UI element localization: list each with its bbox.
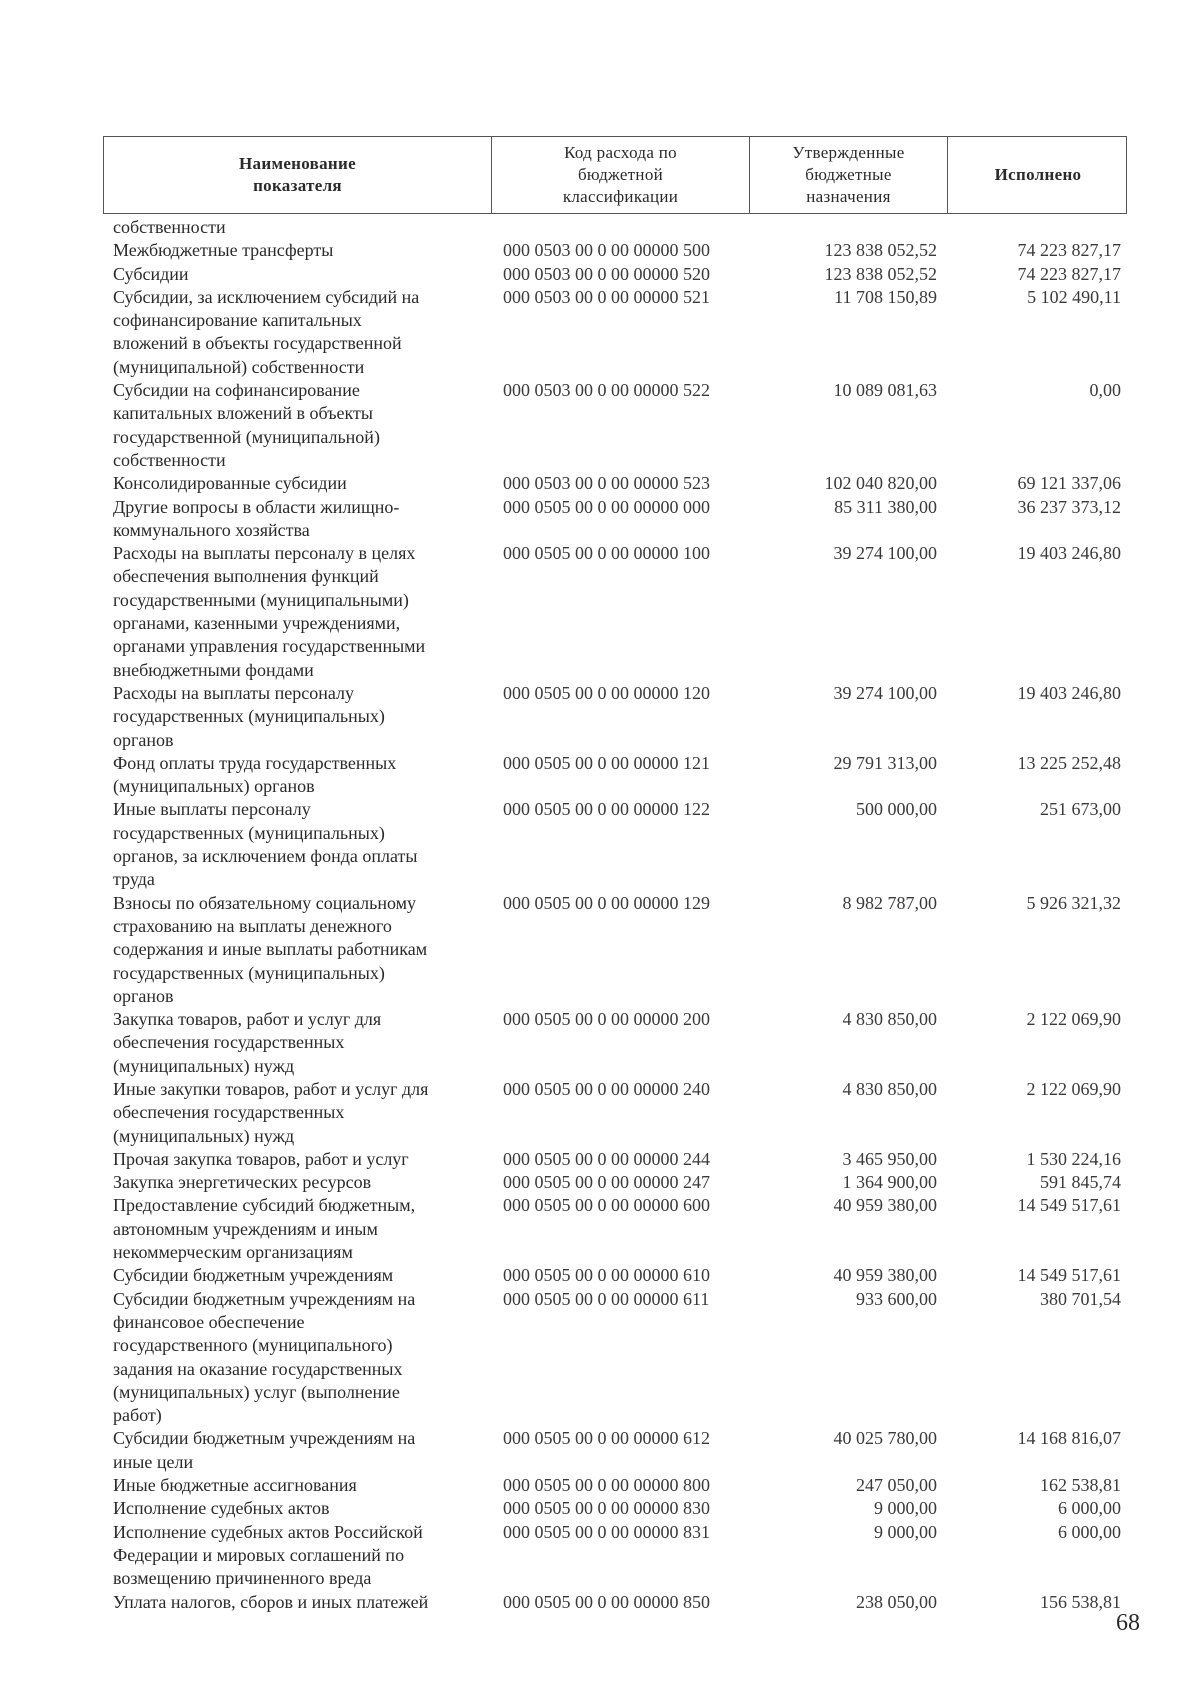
row-name: Расходы на выплаты персоналу в целях обеспечения выполнения функций государственными (муниципальными) органами, казенными учреждениями, органами управления государственными внебюджетными фондами (113, 543, 426, 680)
table-header (103, 136, 1127, 214)
row-executed: 74 223 827,17 (1017, 240, 1121, 261)
row-code: 000 0503 00 0 00 00000 522 (503, 380, 710, 401)
table-row (113, 798, 1128, 891)
row-executed: 5 102 490,11 (1027, 286, 1121, 307)
row-approved: 39 274 100,00 (833, 543, 937, 564)
row-approved: 40 959 380,00 (833, 1195, 937, 1216)
row-name: Субсидии (113, 263, 189, 284)
table-row (113, 239, 1128, 262)
table-row (113, 542, 1128, 682)
row-approved: 85 311 380,00 (834, 496, 937, 517)
row-executed: 6 000,00 (1058, 1498, 1121, 1519)
row-name: Уплата налогов, сборов и иных платежей (113, 1591, 429, 1612)
row-code: 000 0505 00 0 00 00000 612 (503, 1428, 710, 1449)
row-code: 000 0505 00 0 00 00000 129 (503, 892, 710, 913)
row-executed: 6 000,00 (1058, 1521, 1121, 1542)
table-row (113, 216, 1128, 239)
row-name: Прочая закупка товаров, работ и услуг (113, 1148, 409, 1169)
row-approved: 238 050,00 (856, 1591, 937, 1612)
row-executed: 251 673,00 (1040, 799, 1121, 820)
table-row (113, 1427, 1128, 1474)
row-code: 000 0505 00 0 00 00000 121 (503, 752, 710, 773)
row-code: 000 0503 00 0 00 00000 523 (503, 473, 710, 494)
row-approved: 9 000,00 (874, 1498, 937, 1519)
row-approved: 9 000,00 (874, 1521, 937, 1542)
row-executed: 14 549 517,61 (1017, 1195, 1121, 1216)
row-executed: 19 403 246,80 (1017, 543, 1121, 564)
row-name: Иные выплаты персоналу государственных (муниципальных) органов, за исключением фонда оплаты труда (113, 799, 418, 890)
row-name: Иные бюджетные ассигнования (113, 1475, 357, 1496)
table-row (113, 1171, 1128, 1194)
row-name: Субсидии бюджетным учреждениям на иные цели (113, 1428, 416, 1472)
header-name: Наименование показателя (104, 137, 492, 213)
table-row (113, 263, 1128, 286)
row-approved: 3 465 950,00 (842, 1148, 937, 1169)
row-name: Фонд оплаты труда государственных (муниципальных) органов (113, 752, 397, 797)
row-name: Исполнение судебных актов (113, 1498, 330, 1519)
table-row (113, 1078, 1128, 1148)
row-code: 000 0503 00 0 00 00000 521 (503, 286, 710, 307)
table-row (113, 752, 1128, 799)
row-code: 000 0505 00 0 00 00000 850 (503, 1591, 710, 1612)
row-code: 000 0505 00 0 00 00000 000 (503, 496, 710, 517)
row-executed (937, 216, 1121, 239)
row-executed: 69 121 337,06 (1017, 473, 1121, 494)
row-name: Иные закупки товаров, работ и услуг для обеспечения государственных (муниципальных) нужд (113, 1078, 429, 1146)
row-name: Закупка энергетических ресурсов (113, 1172, 372, 1193)
row-executed: 591 845,74 (1040, 1172, 1121, 1193)
table-row (113, 472, 1128, 495)
table-row (113, 1148, 1128, 1171)
row-code: 000 0505 00 0 00 00000 244 (503, 1148, 710, 1169)
row-name: Субсидии бюджетным учреждениям (113, 1265, 394, 1286)
row-name: Расходы на выплаты персоналу государственных (муниципальных) органов (113, 682, 385, 750)
row-approved: 933 600,00 (856, 1288, 937, 1309)
table-row (113, 1591, 1128, 1614)
row-name: Межбюджетные трансферты (113, 240, 334, 261)
table-row (113, 1474, 1128, 1497)
row-name: Другие вопросы в области жилищно- коммунального хозяйства (113, 496, 400, 540)
row-executed: 0,00 (1089, 380, 1121, 401)
row-code: 000 0505 00 0 00 00000 831 (503, 1521, 710, 1542)
row-name: Предоставление субсидий бюджетным, автономным учреждениям и иным некоммерческим организациям (113, 1195, 416, 1263)
row-code: 000 0505 00 0 00 00000 240 (503, 1078, 710, 1099)
table-row (113, 892, 1128, 1008)
row-name: Субсидии бюджетным учреждениям на финансовое обеспечение государственного (муниципального) задания на оказание государственных (муниципальных) услуг (выполнение работ) (113, 1288, 416, 1426)
row-name: Исполнение судебных актов Российской Федерации и мировых соглашений по возмещению причиненного вреда (113, 1521, 423, 1589)
table-row (113, 286, 1128, 379)
row-approved: 40 959 380,00 (833, 1265, 937, 1286)
row-code: 000 0505 00 0 00 00000 100 (503, 543, 710, 564)
row-name: Закупка товаров, работ и услуг для обеспечения государственных (муниципальных) нужд (113, 1009, 382, 1076)
row-approved: 4 830 850,00 (842, 1078, 937, 1099)
row-approved: 102 040 820,00 (824, 473, 937, 494)
row-code: 000 0505 00 0 00 00000 600 (503, 1195, 710, 1216)
row-approved: 500 000,00 (856, 799, 937, 820)
table-row (113, 1008, 1128, 1078)
row-approved: 4 830 850,00 (842, 1009, 937, 1030)
table-row (113, 496, 1128, 543)
row-executed: 162 538,81 (1040, 1475, 1121, 1496)
row-executed: 14 549 517,61 (1017, 1265, 1121, 1286)
table-row (113, 379, 1128, 472)
row-executed: 5 926 321,32 (1026, 892, 1121, 913)
row-approved: 29 791 313,00 (833, 752, 937, 773)
table-row (113, 1264, 1128, 1287)
row-name: Субсидии на софинансирование капитальных вложений в объекты государственной (муниципальной) собственности (113, 380, 380, 470)
row-approved: 10 089 081,63 (833, 380, 937, 401)
header-executed: Исполнено (994, 165, 1082, 184)
row-name: Взносы по обязательному социальному страхованию на выплаты денежного содержания и иные выплаты работникам государственных (муниципальных) органов (113, 892, 428, 1006)
table-row (113, 1521, 1128, 1591)
table-row (113, 1194, 1128, 1264)
row-executed: 74 223 827,17 (1017, 263, 1121, 284)
row-executed: 19 403 246,80 (1017, 682, 1121, 703)
row-approved: 39 274 100,00 (833, 682, 937, 703)
row-executed: 36 237 373,12 (1017, 496, 1121, 517)
row-approved: 123 838 052,52 (824, 240, 937, 261)
row-executed: 380 701,54 (1040, 1288, 1121, 1309)
row-executed: 156 538,81 (1040, 1591, 1121, 1612)
table-row (113, 1288, 1128, 1428)
table-row (113, 1497, 1128, 1520)
row-code: 000 0505 00 0 00 00000 122 (503, 799, 710, 820)
row-code: 000 0505 00 0 00 00000 120 (503, 682, 710, 703)
row-code: 000 0503 00 0 00 00000 520 (503, 263, 710, 284)
row-code: 000 0505 00 0 00 00000 200 (503, 1009, 710, 1030)
row-name: собственности (113, 217, 226, 237)
row-code: 000 0505 00 0 00 00000 800 (503, 1475, 710, 1496)
row-code: 000 0505 00 0 00 00000 830 (503, 1498, 710, 1519)
row-executed: 14 168 816,07 (1017, 1428, 1121, 1449)
row-approved: 40 025 780,00 (833, 1428, 937, 1449)
row-approved: 1 364 900,00 (842, 1172, 937, 1193)
row-code (503, 216, 739, 239)
row-approved: 123 838 052,52 (824, 263, 937, 284)
table-body (113, 216, 1128, 1614)
row-code: 000 0505 00 0 00 00000 611 (503, 1288, 710, 1309)
row-executed: 1 530 224,16 (1026, 1148, 1121, 1169)
header-approved: Утвержденные бюджетные назначения (750, 137, 948, 213)
row-name: Субсидии, за исключением субсидий на софинансирование капитальных вложений в объекты государственной (муниципальной) собственности (113, 286, 420, 377)
row-executed: 13 225 252,48 (1017, 752, 1121, 773)
page-number: 68 (1116, 1610, 1140, 1636)
row-executed: 2 122 069,90 (1026, 1009, 1121, 1030)
row-executed: 2 122 069,90 (1026, 1078, 1121, 1099)
row-approved (739, 216, 937, 239)
row-code: 000 0503 00 0 00 00000 500 (503, 240, 710, 261)
table-row (113, 682, 1128, 752)
row-name: Консолидированные субсидии (113, 473, 347, 494)
row-code: 000 0505 00 0 00 00000 247 (503, 1172, 710, 1193)
row-code: 000 0505 00 0 00 00000 610 (503, 1265, 710, 1286)
row-approved: 11 708 150,89 (834, 286, 937, 307)
header-code: Код расхода по бюджетной классификации (492, 137, 750, 213)
row-approved: 8 982 787,00 (842, 892, 937, 913)
row-approved: 247 050,00 (856, 1475, 937, 1496)
